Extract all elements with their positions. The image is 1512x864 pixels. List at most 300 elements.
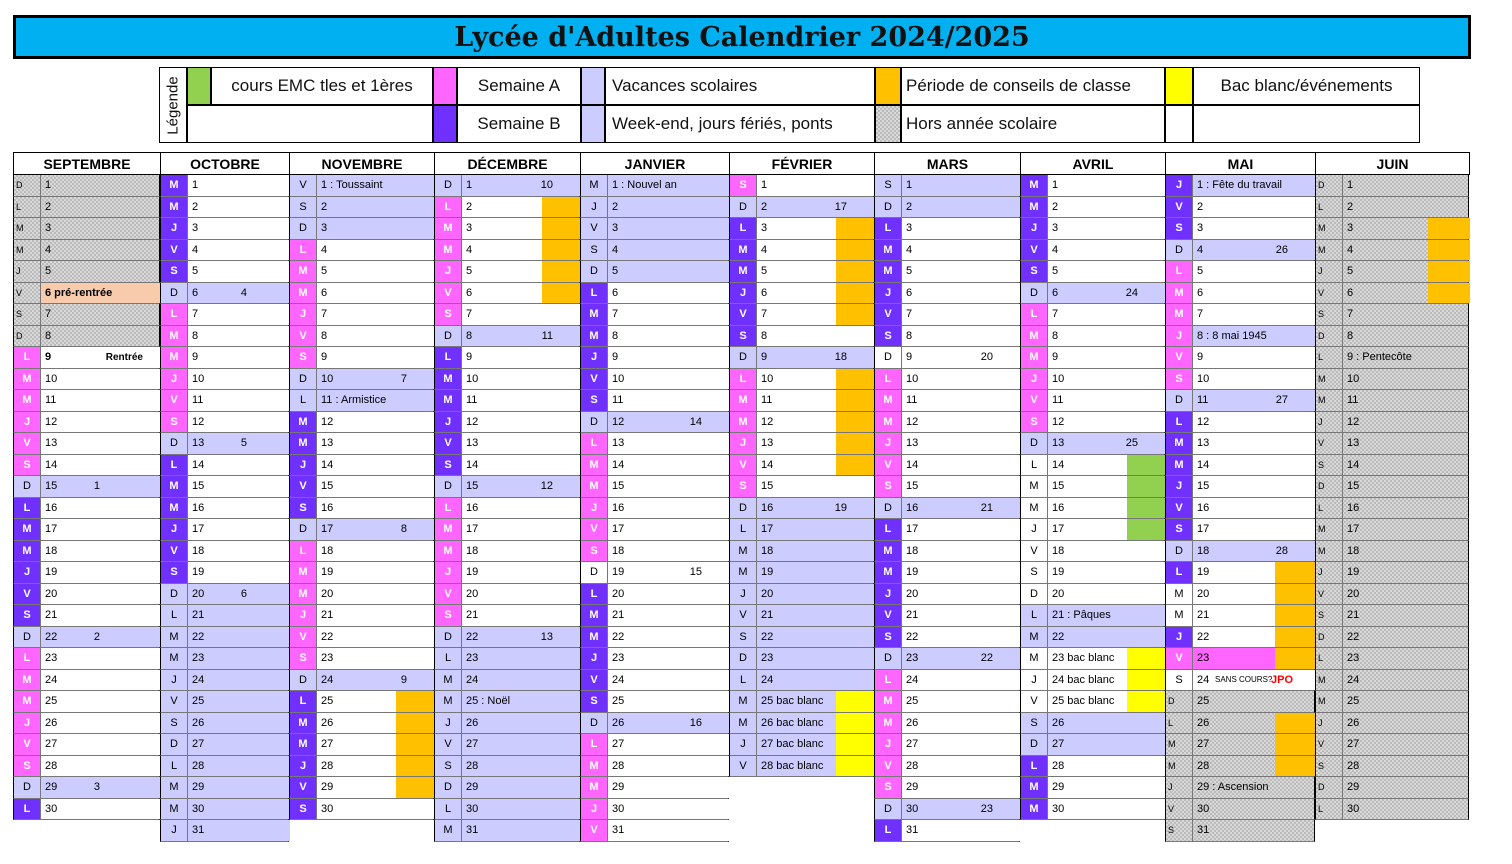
period-marker [396, 734, 435, 755]
day-cell [187, 777, 290, 798]
day-row [1020, 648, 1165, 670]
day-letter: L [581, 433, 607, 454]
day-letter: M [581, 326, 607, 347]
day-row [729, 519, 874, 541]
day-letter: S [435, 605, 461, 626]
day-cell [1342, 519, 1470, 540]
day-cell [1047, 734, 1166, 755]
legend-semaine-a-label: Semaine A [477, 76, 561, 95]
legend-swatch-hors [875, 105, 901, 143]
day-letter: M [1168, 760, 1176, 771]
day-letter: M [1318, 524, 1326, 535]
day-row [1165, 691, 1315, 713]
week-number: 14 [689, 415, 702, 428]
day-row [580, 670, 729, 692]
day-letter: V [14, 734, 40, 755]
day-number: 16 [192, 501, 205, 514]
day-letter: S [875, 326, 901, 347]
day-letter: L [435, 648, 461, 669]
day-letter: L [161, 605, 187, 626]
day-cell [461, 519, 581, 540]
day-number: 9 [1197, 351, 1204, 364]
day-cell [40, 304, 161, 325]
day-cell [1342, 390, 1470, 411]
day-letter: V [14, 584, 40, 605]
day-number: 6 [761, 286, 768, 299]
day-cell [901, 261, 1021, 282]
day-cell [756, 691, 875, 712]
day-row [1315, 304, 1469, 326]
day-cell [607, 476, 730, 497]
legend-swatch-bac [1165, 67, 1193, 105]
day-cell [40, 691, 161, 712]
day-number: 17 [1197, 523, 1210, 536]
day-row [874, 777, 1020, 799]
day-row [874, 455, 1020, 477]
day-row [729, 670, 874, 692]
month-header: OCTOBRE [160, 152, 290, 175]
day-number: 20 [192, 587, 205, 600]
period-marker [542, 283, 581, 304]
day-row [580, 713, 729, 735]
day-row [1165, 455, 1315, 477]
day-number: 1 : Nouvel an [612, 179, 677, 192]
day-number: 14 [1347, 458, 1360, 471]
day-number: 14 [321, 458, 334, 471]
day-cell [461, 820, 581, 841]
day-number: 8 [761, 329, 768, 342]
day-number: 2 [1197, 200, 1204, 213]
day-cell [607, 541, 730, 562]
day-row [580, 455, 729, 477]
day-cell [756, 218, 875, 239]
day-number: 10 [45, 372, 58, 385]
day-letter: L [16, 201, 22, 212]
day-letter: M [875, 541, 901, 562]
day-row [289, 369, 434, 391]
day-cell [1342, 799, 1470, 820]
day-letter: J [875, 734, 901, 755]
day-cell [316, 691, 435, 712]
day-row [1020, 240, 1165, 262]
day-number: 13 [612, 437, 625, 450]
day-number: 29 : Ascension [1197, 781, 1269, 794]
day-number: 19 [1052, 566, 1065, 579]
day-letter: J [161, 670, 187, 691]
day-row [729, 476, 874, 498]
day-number: 18 [321, 544, 334, 557]
month-header: JANVIER [580, 152, 730, 175]
day-letter: D [1318, 481, 1325, 492]
day-row [874, 390, 1020, 412]
day-row [1020, 627, 1165, 649]
day-letter: M [875, 261, 901, 282]
period-marker [396, 713, 435, 734]
day-number: 26 [612, 716, 625, 729]
day-cell [316, 433, 435, 454]
day-cell [40, 283, 161, 304]
day-letter: M [1318, 395, 1326, 406]
day-row [434, 240, 580, 262]
day-row [580, 627, 729, 649]
day-cell [187, 240, 290, 261]
day-number: 18 [466, 544, 479, 557]
day-row [160, 390, 289, 412]
day-number: 19 [906, 566, 919, 579]
day-cell [901, 562, 1021, 583]
day-cell [1192, 175, 1316, 196]
legend-empty-box-2 [1165, 105, 1193, 143]
day-number: 18 [45, 544, 58, 557]
day-number: 24 [906, 673, 919, 686]
day-cell [1342, 412, 1470, 433]
day-row [874, 820, 1020, 842]
day-number: 22 [192, 630, 205, 643]
day-row [1315, 519, 1469, 541]
day-cell [461, 670, 581, 691]
day-row [1020, 175, 1165, 197]
day-letter: L [1318, 653, 1324, 664]
day-cell [756, 240, 875, 261]
day-cell [756, 498, 875, 519]
day-number: 9 [45, 351, 52, 364]
week-number: 4 [240, 286, 247, 299]
day-number: 16 [1347, 501, 1360, 514]
day-row [1315, 369, 1469, 391]
day-number: 31 [906, 824, 919, 837]
day-number: 18 [192, 544, 205, 557]
day-row [1165, 605, 1315, 627]
day-row [13, 713, 160, 735]
day-cell [316, 283, 435, 304]
day-number: 1 [466, 179, 473, 192]
day-cell [461, 476, 581, 497]
day-number: 28 [45, 759, 58, 772]
day-letter: J [1318, 567, 1323, 578]
legend-hors-label: Hors année scolaire [906, 114, 1058, 133]
day-letter: L [1166, 562, 1192, 583]
day-row [13, 777, 160, 799]
day-cell [901, 605, 1021, 626]
day-number: 9 [466, 351, 473, 364]
day-number: 2 [192, 200, 199, 213]
day-number: 16 [45, 501, 58, 514]
day-number: 8 [45, 329, 52, 342]
day-number: 30 [466, 802, 479, 815]
day-number: 16 [612, 501, 625, 514]
day-cell [187, 261, 290, 282]
day-cell [607, 713, 730, 734]
day-row [289, 476, 434, 498]
day-row [1165, 369, 1315, 391]
day-row [13, 498, 160, 520]
day-number: 26 [466, 716, 479, 729]
day-letter: M [1021, 799, 1047, 820]
day-number: 25 [45, 695, 58, 708]
legend-empty-box-3 [1193, 105, 1420, 143]
day-cell [1192, 197, 1316, 218]
day-letter: M [1021, 627, 1047, 648]
day-row [13, 541, 160, 563]
week-number: 20 [980, 351, 993, 364]
day-cell [1192, 605, 1316, 626]
day-number: 23 [321, 652, 334, 665]
day-letter: M [1318, 223, 1326, 234]
day-cell [756, 433, 875, 454]
day-number: 26 bac blanc [761, 716, 824, 729]
day-letter: L [435, 347, 461, 368]
day-cell [901, 734, 1021, 755]
period-marker [542, 218, 581, 239]
day-cell [1342, 562, 1470, 583]
day-number: 6 pré-rentrée [45, 286, 113, 299]
day-letter: J [730, 584, 756, 605]
day-letter: L [290, 691, 316, 712]
day-cell [1047, 390, 1166, 411]
day-row [1020, 498, 1165, 520]
day-letter: D [1168, 696, 1175, 707]
day-number: 21 [906, 609, 919, 622]
day-cell [40, 197, 161, 218]
day-cell [1047, 283, 1166, 304]
day-cell [1192, 218, 1316, 239]
day-letter: L [161, 304, 187, 325]
day-cell [1047, 347, 1166, 368]
day-row [1315, 283, 1469, 305]
day-number: 10 [612, 372, 625, 385]
day-cell [187, 562, 290, 583]
period-marker [1275, 584, 1316, 605]
day-row [580, 390, 729, 412]
period-marker [836, 756, 875, 777]
day-letter: J [435, 412, 461, 433]
day-letter: S [1318, 459, 1325, 470]
day-cell [607, 605, 730, 626]
week-number: 12 [540, 480, 553, 493]
day-letter: M [1021, 197, 1047, 218]
day-number: 25 bac blanc [761, 695, 824, 708]
day-letter: D [581, 713, 607, 734]
day-cell [187, 627, 290, 648]
day-number: 29 [321, 781, 334, 794]
day-row [874, 240, 1020, 262]
day-letter: S [290, 347, 316, 368]
day-letter: M [161, 197, 187, 218]
day-letter: M [290, 584, 316, 605]
day-number: 1 [761, 179, 768, 192]
day-number: 26 [1347, 716, 1360, 729]
day-letter: M [14, 541, 40, 562]
day-letter: V [1318, 287, 1325, 298]
day-number: 3 [45, 222, 52, 235]
day-cell [40, 455, 161, 476]
day-number: 26 [192, 716, 205, 729]
day-row [434, 304, 580, 326]
period-marker [836, 218, 875, 239]
day-letter: L [14, 498, 40, 519]
legend-text-hors [901, 105, 1165, 143]
day-row [729, 627, 874, 649]
day-number: 15 [612, 480, 625, 493]
day-letter: S [875, 777, 901, 798]
week-number: 26 [1275, 243, 1288, 256]
day-cell [187, 304, 290, 325]
day-row [1165, 197, 1315, 219]
day-letter: M [14, 369, 40, 390]
day-number: 7 [612, 308, 619, 321]
day-row [160, 347, 289, 369]
day-row [1020, 197, 1165, 219]
day-letter: M [290, 283, 316, 304]
day-cell [1192, 734, 1316, 755]
period-marker [1428, 240, 1470, 261]
week-number: 11 [541, 329, 553, 342]
day-number: 23 [1347, 652, 1360, 665]
day-cell [756, 734, 875, 755]
day-cell [461, 283, 581, 304]
day-letter: M [14, 390, 40, 411]
day-number: 11 : Armistice [321, 394, 387, 407]
day-row [874, 627, 1020, 649]
day-row [729, 412, 874, 434]
day-cell [901, 175, 1021, 196]
period-marker [1127, 498, 1166, 519]
day-row [434, 820, 580, 842]
day-number: 27 [466, 738, 479, 751]
day-cell [461, 218, 581, 239]
day-row [729, 283, 874, 305]
day-number: 23 [466, 652, 479, 665]
day-cell [901, 369, 1021, 390]
day-cell [1192, 713, 1316, 734]
day-row [1315, 175, 1469, 197]
day-cell [756, 369, 875, 390]
day-number: 12 [906, 415, 919, 428]
period-marker [1127, 670, 1166, 691]
day-letter: M [730, 261, 756, 282]
day-letter: J [581, 799, 607, 820]
day-letter: V [730, 756, 756, 777]
day-number: 26 [1197, 716, 1210, 729]
day-row [160, 519, 289, 541]
day-number: 12 [192, 415, 205, 428]
day-row [1165, 433, 1315, 455]
day-letter: M [730, 562, 756, 583]
day-cell [187, 670, 290, 691]
day-number: 21 [1347, 609, 1360, 622]
period-marker [836, 261, 875, 282]
day-number: 18 [1347, 544, 1360, 557]
day-letter: D [581, 562, 607, 583]
day-cell [187, 498, 290, 519]
period-marker [542, 197, 581, 218]
day-letter: S [730, 627, 756, 648]
day-number: 8 [612, 329, 619, 342]
day-cell [187, 648, 290, 669]
day-cell [1342, 433, 1470, 454]
legend-text-weekend [605, 105, 875, 143]
day-row [580, 756, 729, 778]
period-marker [836, 734, 875, 755]
day-letter: J [1166, 627, 1192, 648]
day-row [289, 455, 434, 477]
day-letter: M [875, 562, 901, 583]
day-number: 18 [1197, 544, 1210, 557]
day-number: 6 [192, 286, 199, 299]
day-letter: M [161, 175, 187, 196]
day-row [580, 648, 729, 670]
day-row [289, 584, 434, 606]
period-marker [836, 412, 875, 433]
period-marker [1275, 713, 1316, 734]
day-cell [901, 691, 1021, 712]
day-cell [1192, 498, 1316, 519]
legend-emc-label: cours EMC tles et 1ères [231, 76, 413, 95]
day-row [1020, 412, 1165, 434]
day-cell [316, 261, 435, 282]
week-number: 9 [400, 673, 407, 686]
legend-weekend-label: Week-end, jours fériés, ponts [612, 114, 833, 133]
day-row [1020, 541, 1165, 563]
day-cell [1342, 498, 1470, 519]
day-letter: M [435, 369, 461, 390]
day-row [160, 734, 289, 756]
day-row [289, 670, 434, 692]
day-number: 27 [612, 738, 625, 751]
day-row [13, 691, 160, 713]
day-row [434, 541, 580, 563]
day-row [13, 369, 160, 391]
day-letter: V [1318, 438, 1325, 449]
day-number: 1 : Toussaint [321, 179, 383, 192]
day-row [1315, 412, 1469, 434]
day-letter: J [581, 648, 607, 669]
day-number: 5 [45, 265, 52, 278]
day-number: 16 [321, 501, 334, 514]
day-row [289, 519, 434, 541]
day-cell [1192, 326, 1316, 347]
day-number: 28 [906, 759, 919, 772]
day-cell [1047, 777, 1166, 798]
day-number: 24 [1347, 673, 1360, 686]
day-number: 24 [45, 673, 58, 686]
day-cell [1342, 326, 1470, 347]
day-row [434, 197, 580, 219]
period-marker [836, 304, 875, 325]
day-number: 25 [612, 695, 625, 708]
day-cell [607, 175, 730, 196]
day-row [580, 347, 729, 369]
day-row [434, 691, 580, 713]
day-cell [461, 433, 581, 454]
day-letter: M [1166, 283, 1192, 304]
day-cell [756, 713, 875, 734]
day-row [13, 648, 160, 670]
day-row [160, 326, 289, 348]
day-cell [1342, 455, 1470, 476]
day-letter: V [1168, 803, 1175, 814]
day-letter: L [730, 519, 756, 540]
day-row [1165, 390, 1315, 412]
day-letter: J [161, 369, 187, 390]
day-row [874, 734, 1020, 756]
day-letter: S [875, 175, 901, 196]
day-number: 1 [45, 179, 52, 192]
day-cell [316, 734, 435, 755]
day-row [160, 240, 289, 262]
legend-conseils-label: Période de conseils de classe [906, 76, 1131, 95]
day-row [874, 197, 1020, 219]
